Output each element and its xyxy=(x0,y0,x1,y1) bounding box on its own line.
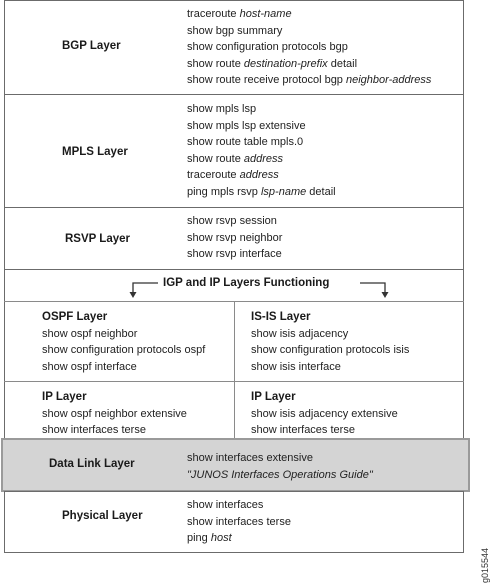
command-line xyxy=(187,6,431,23)
command-line xyxy=(42,342,205,359)
mpls-layer-title: MPLS Layer xyxy=(62,146,128,158)
command-line xyxy=(187,39,431,56)
command-line xyxy=(187,514,291,531)
command-text: show route xyxy=(187,57,244,70)
command-text: show rsvp interface xyxy=(187,248,282,260)
command-parameter: host-name xyxy=(239,8,292,20)
bgp-layer-title: BGP Layer xyxy=(62,40,121,52)
ip-layer-ospf-command-list xyxy=(42,406,187,439)
command-text: show rsvp neighbor xyxy=(187,231,283,244)
command-parameter: address xyxy=(239,169,279,181)
ospf-command-list xyxy=(42,326,205,376)
isis-layer-block xyxy=(251,309,409,375)
command-parameter: host xyxy=(210,532,232,544)
data-link-command-list xyxy=(187,450,373,483)
command-text: show route receive protocol bgp xyxy=(187,74,346,86)
command-text: show isis adjacency xyxy=(251,327,349,340)
command-line xyxy=(42,422,187,439)
command-line xyxy=(187,530,291,547)
command-line xyxy=(187,246,282,263)
left-arrowhead xyxy=(130,292,137,298)
command-line xyxy=(42,326,205,343)
command-text: show bgp summary xyxy=(187,24,283,37)
command-line xyxy=(187,118,336,135)
command-text: traceroute xyxy=(187,8,240,20)
command-line xyxy=(187,230,282,247)
command-text: show route table mpls.0 xyxy=(187,136,304,148)
data-link-layer-title: Data Link Layer xyxy=(49,458,135,470)
rsvp-command-list xyxy=(187,213,282,263)
command-line xyxy=(187,184,336,201)
left-down-arrow xyxy=(133,283,158,294)
ip-layer-ospf-block xyxy=(42,389,187,439)
command-parameter: lsp-name xyxy=(260,185,307,198)
command-text: show configuration protocols isis xyxy=(251,344,410,356)
rsvp-layer-title: RSVP Layer xyxy=(65,233,130,245)
isis-command-list xyxy=(251,326,409,376)
command-text: show isis interface xyxy=(251,360,341,373)
ip-layer-isis-title: IP Layer xyxy=(251,391,296,403)
command-line xyxy=(187,101,336,118)
command-line xyxy=(251,326,409,343)
right-arrowhead xyxy=(382,292,389,298)
command-text: show interfaces terse xyxy=(187,515,291,528)
command-line xyxy=(187,56,431,73)
command-text: show isis adjacency extensive xyxy=(251,407,398,420)
command-text: show mpls lsp extensive xyxy=(187,119,306,132)
command-text: detail xyxy=(306,185,336,198)
ospf-layer-title: OSPF Layer xyxy=(42,311,108,323)
command-line xyxy=(187,497,291,514)
ospf-layer-block xyxy=(42,309,205,375)
command-text: show interfaces extensive xyxy=(187,452,313,464)
command-text: show mpls lsp xyxy=(187,103,257,115)
command-line xyxy=(187,151,336,168)
command-line xyxy=(187,167,336,184)
command-line xyxy=(187,213,282,230)
command-line xyxy=(251,406,398,423)
command-text: detail xyxy=(327,57,358,70)
command-text: show ospf interface xyxy=(42,360,137,373)
command-parameter: "JUNOS Interfaces Operations Guide" xyxy=(187,468,373,481)
ip-layer-isis-block xyxy=(251,389,398,439)
command-parameter: destination-prefix xyxy=(243,57,328,70)
command-text: show route xyxy=(187,152,244,165)
command-text: traceroute xyxy=(187,169,240,181)
command-line xyxy=(187,134,336,151)
command-line xyxy=(187,467,373,484)
igp-header-title: IGP and IP Layers Functioning xyxy=(163,277,330,289)
command-line xyxy=(251,359,409,376)
command-text: show interfaces xyxy=(187,499,264,511)
command-line xyxy=(187,23,431,40)
command-line xyxy=(42,359,205,376)
bgp-command-list xyxy=(187,6,431,89)
command-line xyxy=(251,422,398,439)
command-parameter: address xyxy=(243,152,284,165)
igp-column-divider xyxy=(234,302,235,439)
physical-layer-title: Physical Layer xyxy=(62,510,143,522)
right-down-arrow xyxy=(360,283,385,294)
command-text: show interfaces terse xyxy=(42,424,146,436)
command-text: show rsvp session xyxy=(187,215,277,227)
command-text: ping xyxy=(187,532,211,544)
command-text: show interfaces terse xyxy=(251,424,355,436)
figure-id-label: g015544 xyxy=(480,548,490,583)
command-text: ping mpls rsvp xyxy=(187,185,261,198)
command-line xyxy=(187,450,373,467)
command-parameter: neighbor-address xyxy=(345,74,432,86)
command-text: show configuration protocols bgp xyxy=(187,41,348,53)
physical-command-list xyxy=(187,497,291,547)
command-text: show ospf neighbor extensive xyxy=(42,407,187,420)
isis-layer-title: IS-IS Layer xyxy=(251,311,311,323)
command-text: show ospf neighbor xyxy=(42,327,138,340)
command-line xyxy=(42,406,187,423)
command-line xyxy=(251,342,409,359)
command-line xyxy=(187,72,431,89)
mpls-command-list xyxy=(187,101,336,200)
ip-layer-isis-command-list xyxy=(251,406,398,439)
command-text: show configuration protocols ospf xyxy=(42,344,206,356)
ip-layer-ospf-title: IP Layer xyxy=(42,391,87,403)
